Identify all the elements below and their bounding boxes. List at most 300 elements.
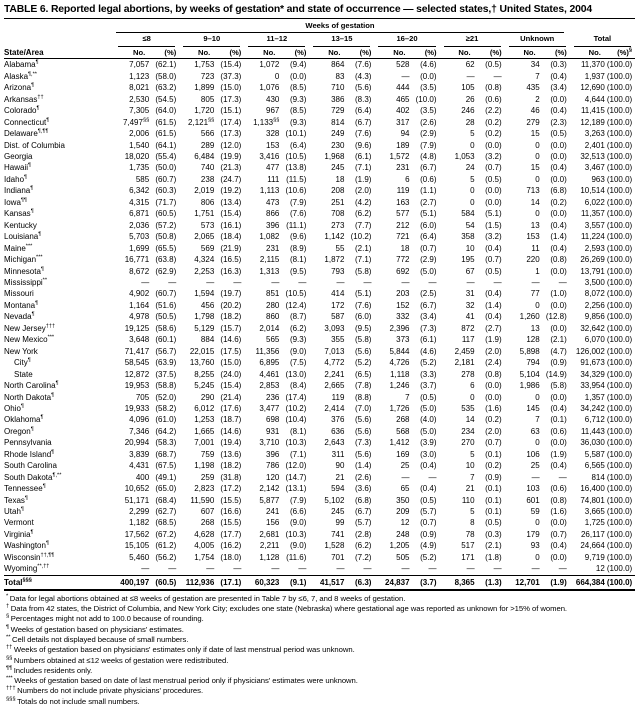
count-cell: 25 xyxy=(530,461,540,471)
percent-cell: (4.7) xyxy=(550,346,567,356)
percent-cell: (17.2) xyxy=(220,484,242,494)
percent-cell: (1.4) xyxy=(355,461,372,471)
state-name: Oregon¶ xyxy=(4,426,34,436)
percent-cell: (60.5) xyxy=(151,575,179,590)
count-cell: 814 xyxy=(591,472,605,482)
percent-cell: (15.4) xyxy=(220,60,242,70)
count-cell: 317 xyxy=(396,117,410,127)
count-cell: 4,461 xyxy=(259,369,280,379)
percent-cell: (4.8) xyxy=(420,151,437,161)
count-cell: 0 xyxy=(535,518,540,528)
no-header: No. xyxy=(179,47,216,59)
count-cell: 19,953 xyxy=(124,381,150,391)
footnote: †† Weeks of gestation based on physicians' estimates only if date of last menstrual period was unknown. xyxy=(6,644,355,655)
percent-cell: (15.1) xyxy=(220,106,242,116)
percent-cell: (8.5) xyxy=(289,106,307,116)
percent-cell: (100.0) xyxy=(606,83,633,93)
count-cell: 1,899 xyxy=(194,83,215,93)
count-cell: 477 xyxy=(266,163,280,173)
percent-cell: — xyxy=(428,472,437,482)
table-row xyxy=(4,277,635,288)
footnote-marker: § xyxy=(6,613,11,620)
percent-cell: (100.0) xyxy=(606,369,633,379)
count-cell: 4,324 xyxy=(194,255,215,265)
count-cell: 78 xyxy=(465,529,475,539)
percent-cell: (0.5) xyxy=(420,495,437,505)
count-cell: 1,751 xyxy=(194,209,215,219)
count-cell: 866 xyxy=(266,209,280,219)
percent-cell: (54.5) xyxy=(155,94,177,104)
percent-cell: (0.0) xyxy=(550,94,567,104)
percent-cell: (0.9) xyxy=(420,529,437,539)
percent-cell: (3.4) xyxy=(550,83,567,93)
count-cell: 268 xyxy=(396,415,410,425)
percent-cell: (2.6) xyxy=(355,472,372,482)
percent-cell: (6.2) xyxy=(355,209,372,219)
table-row xyxy=(4,437,635,448)
percent-cell: (6.1) xyxy=(355,151,372,161)
count-cell: 1,182 xyxy=(129,518,150,528)
count-cell: 566 xyxy=(200,129,215,139)
percent-cell: (6.7) xyxy=(420,300,437,310)
percent-cell: (4.9) xyxy=(420,541,437,551)
percent-cell: (5.1) xyxy=(355,289,372,299)
count-cell: 209 xyxy=(396,507,410,517)
percent-cell: (0.1) xyxy=(485,495,502,505)
count-cell: 740 xyxy=(200,163,215,173)
percent-cell: (19.9) xyxy=(220,151,242,161)
state-name: New Jersey††† xyxy=(4,323,56,333)
count-cell: 7 xyxy=(470,472,475,482)
state-name: Michigan*** xyxy=(4,254,43,265)
footnote-marker: † xyxy=(6,603,11,610)
count-cell: 112,936 xyxy=(179,575,216,590)
percent-cell: (0.7) xyxy=(485,163,502,173)
count-cell: 1,699 xyxy=(129,243,150,253)
percent-cell: (9.4) xyxy=(289,60,307,70)
count-cell: 5,703 xyxy=(129,232,150,242)
percent-cell: (13.4) xyxy=(220,197,242,207)
percent-cell: (2.2) xyxy=(485,106,502,116)
count-cell: 1,937 xyxy=(584,71,605,81)
count-cell: 7,346 xyxy=(129,426,150,436)
percent-cell: (100.0) xyxy=(606,117,633,127)
footnote: ¶ Weeks of gestation based on physicians' estimates. xyxy=(6,624,184,634)
percent-cell: (7.6) xyxy=(289,209,307,219)
count-cell: 51,171 xyxy=(124,495,150,505)
count-cell: 13,760 xyxy=(189,358,215,368)
percent-cell: (6.8) xyxy=(355,495,372,505)
count-cell: 328 xyxy=(266,129,280,139)
table-row xyxy=(4,357,635,368)
column-group-label: 16–20 xyxy=(378,33,435,46)
percent-cell: (5.8) xyxy=(355,335,372,345)
count-cell: 172 xyxy=(331,300,345,310)
no-header: No. xyxy=(505,47,542,59)
percent-cell: (7.9) xyxy=(289,495,307,505)
percent-cell: (60.7) xyxy=(155,289,177,299)
count-cell: 8,021 xyxy=(129,83,150,93)
count-cell: 3,557 xyxy=(584,220,605,230)
percent-cell: (9.6) xyxy=(355,140,372,150)
column-group--8 xyxy=(114,33,179,46)
percent-cell: (8.8) xyxy=(355,392,372,402)
state-name: New Mexico*** xyxy=(4,334,55,345)
percent-cell: (100.0) xyxy=(606,151,633,161)
count-cell: 236 xyxy=(266,392,280,402)
percent-cell: (9.6) xyxy=(289,232,307,242)
count-cell: 1,053 xyxy=(454,151,475,161)
count-cell: 1,735 xyxy=(129,163,150,173)
count-cell: 6,484 xyxy=(194,151,215,161)
count-cell: 93 xyxy=(530,541,540,551)
footnote-marker: * xyxy=(6,593,10,600)
no-header: No. xyxy=(114,47,151,59)
column-group-9-10 xyxy=(179,33,244,46)
count-cell: 931 xyxy=(266,426,280,436)
count-cell: 1,076 xyxy=(259,83,280,93)
percent-cell: (5.6) xyxy=(355,426,372,436)
percent-cell: (14.9) xyxy=(545,369,567,379)
state-name: Minnesota¶ xyxy=(4,265,44,276)
count-cell: 18 xyxy=(335,174,345,184)
percent-cell: (20.2) xyxy=(220,300,242,310)
state-name: Utah¶ xyxy=(4,506,24,517)
count-cell: 1,113 xyxy=(259,186,280,196)
percent-cell: (2.4) xyxy=(485,358,502,368)
count-cell: 2 xyxy=(535,94,540,104)
percent-cell: (0.5) xyxy=(485,174,502,184)
footnote: ††† Numbers do not include private physicians' procedures. xyxy=(6,685,204,696)
percent-cell: (6.5) xyxy=(355,369,372,379)
count-cell: 41,517 xyxy=(309,575,346,590)
percent-cell: (0.6) xyxy=(485,94,502,104)
count-cell: 2,115 xyxy=(259,255,280,265)
percent-cell: (58.3) xyxy=(155,438,177,448)
percent-cell: (100.0) xyxy=(606,518,633,528)
count-cell: 5,877 xyxy=(259,495,280,505)
count-cell: 74,801 xyxy=(580,495,605,505)
percent-cell: (15.5) xyxy=(220,495,242,505)
percent-cell: (0.4) xyxy=(485,312,502,322)
count-cell: 106 xyxy=(526,449,540,459)
count-cell: 54 xyxy=(465,220,475,230)
percent-cell: (6.3) xyxy=(346,575,374,590)
percent-cell: (0.8) xyxy=(550,495,567,505)
percent-cell: (63.8) xyxy=(155,255,177,265)
count-cell: 0 xyxy=(274,71,280,81)
percent-cell: (63.2) xyxy=(155,83,177,93)
state-name: Total§§§ xyxy=(4,575,114,590)
count-cell: 6,070 xyxy=(584,335,605,345)
table-row xyxy=(4,495,635,506)
percent-cell: (16.2) xyxy=(220,541,242,551)
count-cell: 864 xyxy=(331,60,345,70)
count-cell: 119 xyxy=(396,186,410,196)
count-cell: 6,012 xyxy=(194,403,215,413)
count-cell: 701 xyxy=(331,552,345,562)
percent-cell: (100.0) xyxy=(606,495,633,505)
count-cell: 1,572 xyxy=(389,151,410,161)
percent-cell: (5.2) xyxy=(420,358,437,368)
percent-cell: (19.2) xyxy=(220,186,242,196)
percent-cell: (7.3) xyxy=(420,323,437,333)
percent-cell: — xyxy=(363,564,372,574)
state-name: Nevada¶ xyxy=(4,311,35,322)
percent-cell: (100.0) xyxy=(606,129,633,139)
state-name: Alaska¶,** xyxy=(4,71,37,81)
count-cell: 5,587 xyxy=(584,449,605,459)
percent-cell: (12.0) xyxy=(285,461,307,471)
percent-cell: (0.0) xyxy=(420,71,437,81)
percent-cell: (0.4) xyxy=(550,71,567,81)
count-cell: 565 xyxy=(266,335,280,345)
count-cell: 22,015 xyxy=(189,346,215,356)
state-name: Wyoming**,†† xyxy=(4,563,50,574)
percent-cell: (24.7) xyxy=(220,174,242,184)
count-cell: 7 xyxy=(535,415,540,425)
count-cell: 3,477 xyxy=(259,403,280,413)
percent-cell: (64.0) xyxy=(155,106,177,116)
count-cell: 332 xyxy=(396,312,410,322)
percent-cell: (18.0) xyxy=(220,552,242,562)
percent-cell: (15.7) xyxy=(220,323,242,333)
percent-cell: (7.8) xyxy=(355,381,372,391)
percent-cell: (7.9) xyxy=(420,140,437,150)
count-cell: 713 xyxy=(526,186,540,196)
percent-cell: (0.0) xyxy=(550,266,567,276)
count-cell: 1,754 xyxy=(194,552,215,562)
table-row xyxy=(4,483,635,494)
count-cell: 58,545 xyxy=(124,358,150,368)
count-cell: 245 xyxy=(331,163,345,173)
percent-cell: (13.6) xyxy=(220,449,242,459)
percent-cell: (2.1) xyxy=(485,541,502,551)
percent-cell: (3.5) xyxy=(420,83,437,93)
count-cell: 16,400 xyxy=(580,484,605,494)
count-cell: — xyxy=(401,564,410,574)
count-cell: 2,006 xyxy=(129,129,150,139)
count-cell: 94 xyxy=(400,129,410,139)
state-name: Georgia xyxy=(4,151,33,161)
percent-cell: (11.6) xyxy=(286,552,307,562)
count-cell: 805 xyxy=(200,94,215,104)
count-cell: 8,072 xyxy=(584,289,605,299)
percent-cell: (0.2) xyxy=(550,197,567,207)
count-cell: 4,978 xyxy=(129,312,150,322)
percent-cell: (100.0) xyxy=(606,140,633,150)
count-cell: 3,648 xyxy=(129,335,150,345)
table-row xyxy=(4,426,635,437)
percent-cell: (100.0) xyxy=(606,277,633,287)
count-cell: 32,513 xyxy=(580,151,605,161)
table-row xyxy=(4,346,635,357)
footnote: * Data for legal abortions obtained at ≤8 weeks of gestation are presented in Table 7 by ≤6, 7, and 8 weeks of gestation. xyxy=(6,593,406,603)
percent-cell: (100.0) xyxy=(606,346,633,356)
percent-cell: (0.6) xyxy=(550,426,567,436)
percent-cell: (9.3) xyxy=(289,117,307,127)
count-cell: 0 xyxy=(535,300,540,310)
percent-cell: (0.7) xyxy=(485,438,502,448)
table-row xyxy=(4,288,635,299)
count-cell: 723 xyxy=(200,71,215,81)
column-group-total xyxy=(570,33,635,46)
percent-cell: (7.9) xyxy=(289,197,307,207)
percent-cell: (100.0) xyxy=(606,541,633,551)
percent-cell: — xyxy=(233,564,242,574)
percent-cell: (100.0) xyxy=(606,472,633,482)
percent-cell: (8.5) xyxy=(289,83,307,93)
count-cell: 1,142 xyxy=(324,232,345,242)
percent-cell: (100.0) xyxy=(606,438,633,448)
count-cell: 1,720 xyxy=(194,106,215,116)
count-cell: 2,665 xyxy=(324,381,345,391)
count-cell: 8,672 xyxy=(129,266,150,276)
count-cell: 1,123 xyxy=(129,71,150,81)
percent-cell: (100.0) xyxy=(606,415,633,425)
percent-cell: (61.5) xyxy=(155,129,177,139)
count-cell: 3,710 xyxy=(259,438,280,448)
percent-cell: (24.0) xyxy=(220,369,242,379)
percent-cell: (3.7) xyxy=(412,575,440,590)
percent-cell: — xyxy=(298,564,307,574)
percent-cell: (2.3) xyxy=(550,117,567,127)
percent-cell: (17.6) xyxy=(220,403,242,413)
group-label-row xyxy=(4,33,635,46)
count-cell: 153 xyxy=(526,232,540,242)
percent-cell: (14.7) xyxy=(285,472,307,482)
count-cell: 2,241 xyxy=(324,369,345,379)
count-cell: 7,305 xyxy=(129,106,150,116)
count-cell: 14 xyxy=(530,197,540,207)
percent-cell: (100.0) xyxy=(606,60,633,70)
percent-cell: (0.0) xyxy=(550,438,567,448)
count-cell: 2,211 xyxy=(259,541,280,551)
percent-cell: (5.7) xyxy=(420,507,437,517)
percent-cell: (1.6) xyxy=(485,403,502,413)
state-name: Maine*** xyxy=(4,242,33,253)
count-cell: 91,673 xyxy=(580,358,605,368)
state-col-spacer xyxy=(4,33,114,46)
count-cell: 607 xyxy=(200,507,215,517)
count-cell: 1,986 xyxy=(519,381,540,391)
percent-cell: (9.0) xyxy=(289,518,307,528)
percent-cell: (18.2) xyxy=(220,312,242,322)
count-cell: 4,431 xyxy=(129,461,150,471)
count-cell: — xyxy=(206,564,215,574)
count-cell: 1,726 xyxy=(389,403,410,413)
percent-cell: (55.4) xyxy=(155,151,177,161)
table-row xyxy=(4,540,635,551)
percent-cell: (0.8) xyxy=(485,369,502,379)
count-cell: 1,725 xyxy=(584,518,605,528)
table-row xyxy=(4,94,635,105)
percent-cell: (68.7) xyxy=(155,449,177,459)
percent-cell: (0.0) xyxy=(550,552,567,562)
count-cell: 245 xyxy=(331,507,345,517)
count-cell: 12,690 xyxy=(580,83,605,93)
percent-cell: (100.0) xyxy=(606,106,633,116)
percent-cell: (5.0) xyxy=(420,403,437,413)
state-name: Kansas¶ xyxy=(4,208,34,219)
footnote-marker: ††† xyxy=(6,685,18,692)
percent-cell: (100.0) xyxy=(606,197,633,207)
percent-cell: (4.6) xyxy=(420,60,437,70)
percent-cell: — xyxy=(168,277,177,287)
percent-cell: (100.0) xyxy=(606,220,633,230)
percent-header: (%) xyxy=(412,47,440,59)
count-cell: 6 xyxy=(470,381,475,391)
percent-cell: (4.3) xyxy=(355,71,372,81)
count-cell: 11,370 xyxy=(580,60,605,70)
count-cell: 568 xyxy=(396,426,410,436)
count-cell: 1,540 xyxy=(129,140,150,150)
abortions-by-gestation-table xyxy=(4,20,635,591)
count-cell: 3,839 xyxy=(129,449,150,459)
state-name: Idaho¶ xyxy=(4,174,28,184)
count-cell: 577 xyxy=(396,209,410,219)
percent-cell: (0.0) xyxy=(485,186,502,196)
percent-cell: (62.9) xyxy=(155,266,177,276)
percent-cell: (9.0) xyxy=(289,346,307,356)
percent-cell: — xyxy=(428,564,437,574)
count-cell: 3,263 xyxy=(584,129,605,139)
count-cell: 0 xyxy=(535,392,540,402)
count-cell: 3,665 xyxy=(584,507,605,517)
percent-cell: (100.0) xyxy=(606,255,633,265)
count-cell: 11 xyxy=(531,243,540,253)
count-cell: 12,189 xyxy=(580,117,605,127)
percent-cell: (5.0) xyxy=(420,426,437,436)
count-cell: 11,356 xyxy=(255,346,280,356)
count-cell: 119 xyxy=(331,392,345,402)
percent-cell: (17.4) xyxy=(285,392,307,402)
percent-cell: (10.3) xyxy=(285,529,307,539)
table-row xyxy=(4,151,635,162)
percent-cell: (50.8) xyxy=(155,232,177,242)
count-cell: 708 xyxy=(331,209,345,219)
count-cell: 872 xyxy=(461,323,475,333)
percent-cell: (8.7) xyxy=(289,312,307,322)
percent-cell: (6.4) xyxy=(420,232,437,242)
percent-cell: (58.2) xyxy=(155,403,177,413)
percent-cell: (1.0) xyxy=(550,289,567,299)
count-cell: 741 xyxy=(331,529,345,539)
count-cell: 528 xyxy=(396,60,410,70)
count-cell: 1,082 xyxy=(259,232,280,242)
count-cell: 248 xyxy=(396,529,410,539)
percent-cell: (0.1) xyxy=(550,415,567,425)
percent-cell: (100.0) xyxy=(606,323,633,333)
table-row xyxy=(4,414,635,425)
count-cell: 15 xyxy=(530,129,540,139)
percent-cell: (3.3) xyxy=(420,369,437,379)
count-cell: 6,022 xyxy=(584,197,605,207)
table-row xyxy=(4,552,635,563)
percent-cell: (100.0) xyxy=(606,552,633,562)
count-cell: 1,798 xyxy=(194,312,215,322)
count-cell: 63 xyxy=(530,426,540,436)
percent-cell: (7.6) xyxy=(355,129,372,139)
count-cell: — xyxy=(271,564,280,574)
count-cell: 21 xyxy=(465,484,475,494)
count-cell: 1,133§§ xyxy=(253,116,280,127)
percent-cell: (56.2) xyxy=(155,552,177,562)
count-cell: 36,030 xyxy=(580,438,605,448)
column-group-label: 9–10 xyxy=(183,33,240,46)
count-cell: 5,102 xyxy=(324,495,345,505)
count-cell: 5,898 xyxy=(519,346,540,356)
